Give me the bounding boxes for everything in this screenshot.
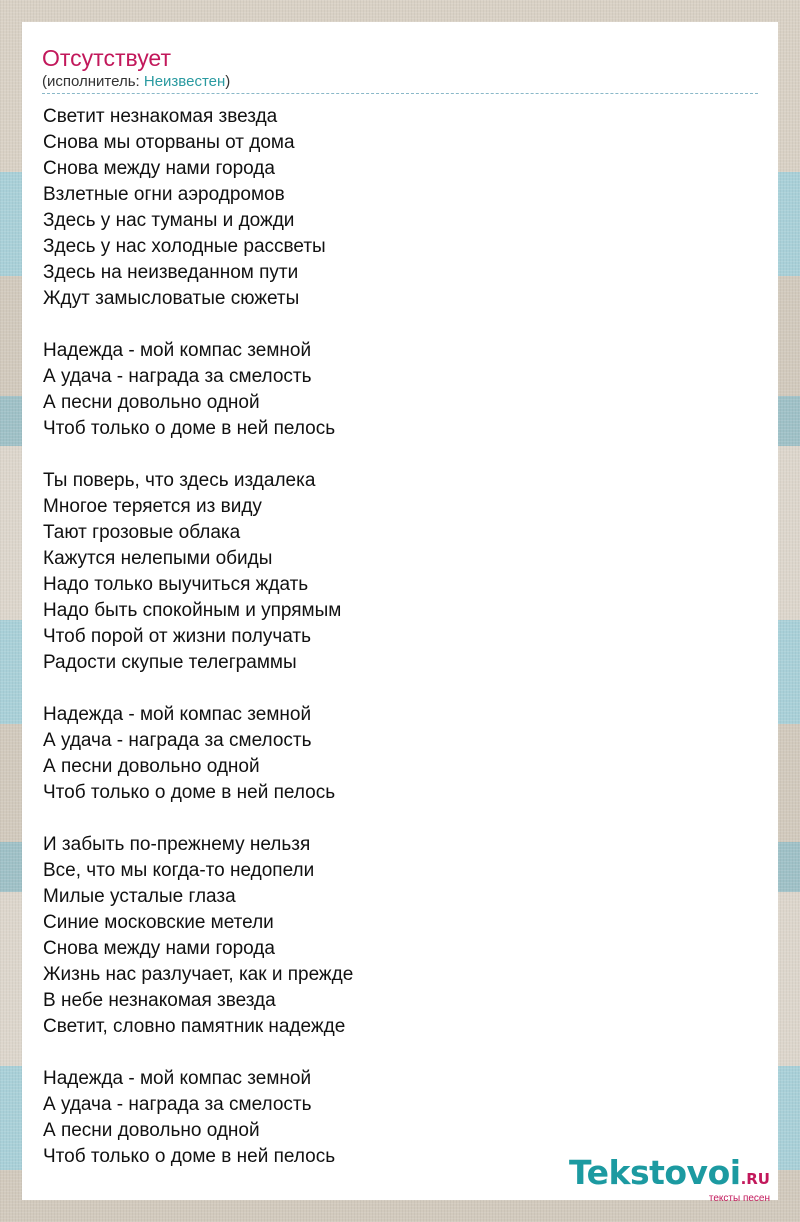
lyric-line: Светит, словно памятник надежде (43, 1016, 346, 1037)
lyric-line: Многое теряется из виду (43, 496, 262, 517)
lyric-line: Чтоб только о доме в ней пелось (43, 782, 336, 803)
logo-tld: .RU (740, 1170, 770, 1188)
lyric-line: Здесь у нас холодные рассветы (43, 236, 326, 257)
lyrics-stanza (43, 832, 353, 1040)
lyric-line: А удача - награда за смелость (43, 1094, 312, 1115)
lyric-line: И забыть по-прежнему нельзя (43, 834, 311, 855)
lyric-line: Снова между нами города (43, 158, 275, 179)
lyrics-stanza (43, 104, 353, 312)
lyrics-stanza (43, 338, 353, 442)
lyric-line: Здесь на неизведанном пути (43, 262, 299, 283)
lyrics-stanza (43, 468, 353, 676)
lyric-line: В небе незнакомая звезда (43, 990, 276, 1011)
lyric-line: А удача - награда за смелость (43, 366, 312, 387)
lyric-line: Чтоб только о доме в ней пелось (43, 418, 336, 439)
lyric-line: Снова мы оторваны от дома (43, 132, 295, 153)
artist-suffix: ) (225, 73, 231, 90)
lyric-line: Чтоб только о доме в ней пелось (43, 1146, 336, 1167)
lyrics-card (22, 22, 778, 1200)
lyric-line: Надежда - мой компас земной (43, 1068, 312, 1089)
site-logo[interactable] (569, 1155, 770, 1207)
song-title: Отсутствует (42, 45, 171, 71)
lyric-line: Тают грозовые облака (43, 522, 241, 543)
lyric-line: Милые усталые глаза (43, 886, 236, 907)
logo-tagline: тексты песен (708, 1193, 770, 1204)
lyric-line: Жизнь нас разлучает, как и прежде (43, 964, 354, 985)
lyric-line: А песни довольно одной (43, 1120, 260, 1141)
title-divider (42, 93, 758, 94)
lyrics-stanza (43, 702, 353, 806)
lyric-line: Синие московские метели (43, 912, 274, 933)
lyric-line: Светит незнакомая звезда (43, 106, 278, 127)
lyric-line: Надежда - мой компас земной (43, 340, 312, 361)
lyric-line: Все, что мы когда-то недопели (43, 860, 315, 881)
lyric-line: Надо быть спокойным и упрямым (43, 600, 342, 621)
lyrics-stanza (43, 1066, 353, 1170)
lyric-line: А удача - награда за смелость (43, 730, 312, 751)
artist-prefix: (исполнитель: (42, 73, 144, 90)
song-artist-line (42, 73, 230, 91)
lyric-line: Надо только выучиться ждать (43, 574, 309, 595)
lyric-line: Ты поверь, что здесь издалека (43, 470, 316, 491)
lyric-line: Ждут замысловатые сюжеты (43, 288, 300, 309)
logo-name: Tekstovoi (569, 1153, 741, 1192)
lyric-line: Взлетные огни аэродромов (43, 184, 285, 205)
lyric-line: Чтоб порой от жизни получать (43, 626, 311, 647)
lyrics-body (43, 104, 353, 1196)
lyric-line: Снова между нами города (43, 938, 275, 959)
lyric-line: Радости скупые телеграммы (43, 652, 297, 673)
lyric-line: Здесь у нас туманы и дожди (43, 210, 295, 231)
lyric-line: Кажутся нелепыми обиды (43, 548, 273, 569)
logo-wordmark (569, 1155, 770, 1197)
artist-link[interactable]: Неизвестен (143, 73, 226, 90)
lyric-line: А песни довольно одной (43, 392, 260, 413)
lyric-line: Надежда - мой компас земной (43, 704, 312, 725)
lyric-line: А песни довольно одной (43, 756, 260, 777)
